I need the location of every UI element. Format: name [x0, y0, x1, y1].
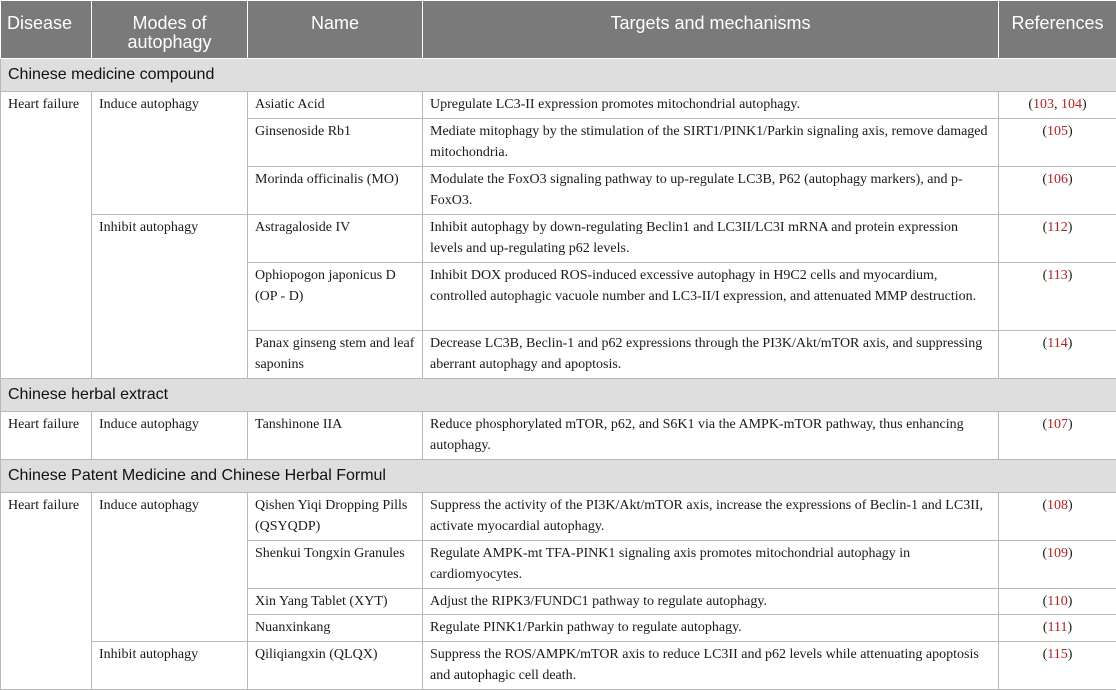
compound-name: Qishen Yiqi Dropping Pills (QSYQDP)	[248, 492, 423, 540]
mechanism-text: Suppress the activity of the PI3K/Akt/mTOR axis, increase the expressions of Beclin-1 and LC3II, activate myocardial autophagy.	[423, 492, 999, 540]
section-row	[1, 59, 1116, 92]
table-row	[1, 641, 1116, 689]
mode-cell: Inhibit autophagy	[92, 214, 248, 378]
compound-name: Xin Yang Tablet (XYT)	[248, 588, 423, 615]
mechanism-text: Mediate mitophagy by the stimulation of the SIRT1/PINK1/Parkin signaling axis, remove damaged mitochondria.	[423, 118, 999, 166]
disease-cell: Heart failure	[1, 411, 92, 459]
reference-cell: (108)	[999, 492, 1116, 540]
section-row	[1, 378, 1116, 411]
section-row	[1, 459, 1116, 492]
reference-link[interactable]: 112	[1047, 220, 1067, 235]
header-references: References	[999, 1, 1116, 59]
compound-name: Ophiopogon japonicus D (OP - D)	[248, 262, 423, 330]
reference-link[interactable]: 104	[1061, 97, 1082, 112]
header-modes-of-autophagy: Modes of autophagy	[92, 1, 248, 59]
reference-link[interactable]: 111	[1048, 620, 1068, 635]
header-name: Name	[248, 1, 423, 59]
reference-cell: (106)	[999, 166, 1116, 214]
compound-name: Morinda officinalis (MO)	[248, 166, 423, 214]
mode-cell: Inhibit autophagy	[92, 641, 248, 689]
reference-cell: (110)	[999, 588, 1116, 615]
mechanism-text: Reduce phosphorylated mTOR, p62, and S6K1 via the AMPK-mTOR pathway, thus enhancing autophagy.	[423, 411, 999, 459]
mechanism-text: Upregulate LC3-II expression promotes mitochondrial autophagy.	[423, 92, 999, 119]
compound-name: Ginsenoside Rb1	[248, 118, 423, 166]
reference-cell: (113)	[999, 262, 1116, 330]
table-row	[1, 92, 1116, 119]
reference-link[interactable]: 109	[1047, 546, 1068, 561]
reference-cell: (115)	[999, 641, 1116, 689]
reference-cell: (105)	[999, 118, 1116, 166]
header-targets-and-mechanisms: Targets and mechanisms	[423, 1, 999, 59]
mechanism-text: Modulate the FoxO3 signaling pathway to up-regulate LC3B, P62 (autophagy markers), and p-FoxO3.	[423, 166, 999, 214]
reference-link[interactable]: 107	[1047, 417, 1068, 432]
compound-name: Shenkui Tongxin Granules	[248, 540, 423, 588]
compound-name: Tanshinone IIA	[248, 411, 423, 459]
reference-cell: (109)	[999, 540, 1116, 588]
reference-link[interactable]: 105	[1047, 124, 1068, 139]
reference-cell: (111)	[999, 615, 1116, 642]
reference-link[interactable]: 103	[1033, 97, 1054, 112]
reference-link[interactable]: 108	[1047, 498, 1068, 513]
mechanism-text: Inhibit DOX produced ROS-induced excessive autophagy in H9C2 cells and myocardium, controlled autophagic vacuole number and LC3-II/I expression, and attenuated MMP destruction.	[423, 262, 999, 330]
table-row	[1, 411, 1116, 459]
compound-name: Panax ginseng stem and leaf saponins	[248, 330, 423, 378]
table-row	[1, 492, 1116, 540]
compound-name: Nuanxinkang	[248, 615, 423, 642]
reference-link[interactable]: 113	[1047, 268, 1067, 283]
reference-link[interactable]: 106	[1047, 172, 1068, 187]
reference-cell: (103, 104)	[999, 92, 1116, 119]
reference-link[interactable]: 115	[1047, 647, 1067, 662]
mechanism-text: Adjust the RIPK3/FUNDC1 pathway to regulate autophagy.	[423, 588, 999, 615]
compound-name: Qiliqiangxin (QLQX)	[248, 641, 423, 689]
reference-link[interactable]: 114	[1047, 336, 1067, 351]
section-title: Chinese medicine compound	[1, 59, 1116, 92]
reference-link[interactable]: 110	[1047, 594, 1067, 609]
header-disease: Disease	[1, 1, 92, 59]
mechanism-text: Regulate PINK1/Parkin pathway to regulate autophagy.	[423, 615, 999, 642]
reference-cell: (112)	[999, 214, 1116, 262]
mode-cell: Induce autophagy	[92, 411, 248, 459]
mechanism-text: Regulate AMPK-mt TFA-PINK1 signaling axis promotes mitochondrial autophagy in cardiomyocytes.	[423, 540, 999, 588]
reference-separator: ,	[1054, 97, 1061, 112]
section-title: Chinese herbal extract	[1, 378, 1116, 411]
section-title: Chinese Patent Medicine and Chinese Herbal Formul	[1, 459, 1116, 492]
table-row	[1, 214, 1116, 262]
disease-cell: Heart failure	[1, 92, 92, 379]
mechanism-text: Inhibit autophagy by down-regulating Beclin1 and LC3II/LC3I mRNA and protein expression levels and up-regulating p62 levels.	[423, 214, 999, 262]
reference-cell: (114)	[999, 330, 1116, 378]
compound-name: Asiatic Acid	[248, 92, 423, 119]
compound-name: Astragaloside IV	[248, 214, 423, 262]
mode-cell: Induce autophagy	[92, 492, 248, 641]
reference-cell: (107)	[999, 411, 1116, 459]
table-header-row	[1, 1, 1116, 59]
mode-cell: Induce autophagy	[92, 92, 248, 215]
mechanism-text: Suppress the ROS/AMPK/mTOR axis to reduce LC3II and p62 levels while attenuating apoptosis and autophagic cell death.	[423, 641, 999, 689]
mechanism-text: Decrease LC3B, Beclin-1 and p62 expressions through the PI3K/Akt/mTOR axis, and suppressing aberrant autophagy and apoptosis.	[423, 330, 999, 378]
disease-cell: Heart failure	[1, 492, 92, 689]
